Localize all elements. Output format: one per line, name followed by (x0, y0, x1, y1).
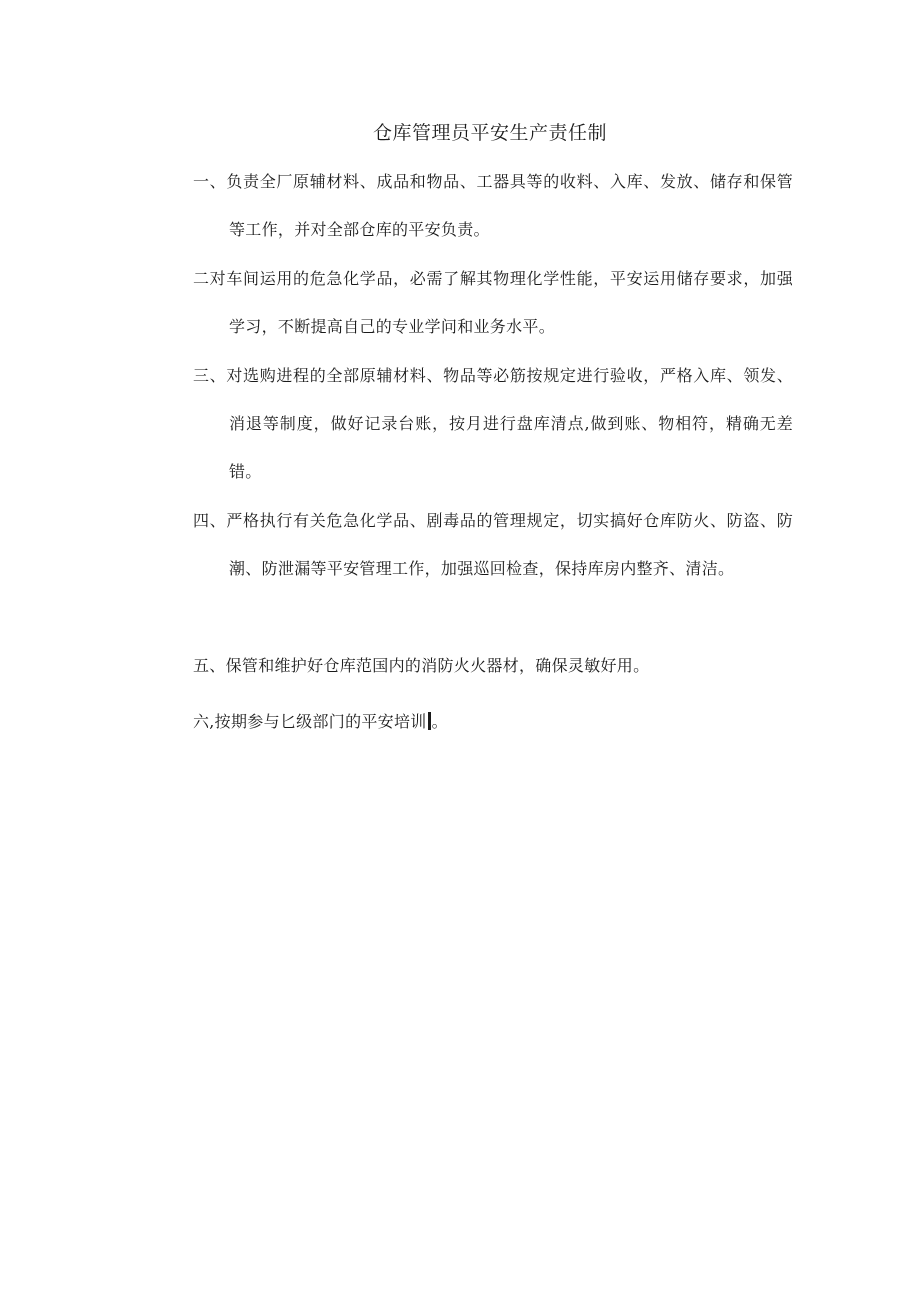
responsibility-item-5: 五、保管和维护好仓库范国内的消防火火器材，确保灵敏好用。 (193, 656, 650, 675)
responsibility-item-4: 四、严格执行有关危急化学品、剧毒品的管理规定，切实搞好仓库防火、防盗、防潮、防泄漏等平安管理工作，加强巡回检查，保持库房内整齐、清洁。 (193, 511, 793, 578)
responsibility-item-6-text: 六,按期参与匕级部门的平安培训 (193, 712, 427, 731)
responsibility-item-6 (193, 706, 793, 738)
responsibility-item-1: 一、负责全厂原辅材料、成品和物品、工器具等的收料、入库、发放、储存和保管等工作，并对全部仓库的平安负责。 (193, 172, 793, 239)
responsibility-item-2: 二对车间运用的危急化学品，必需了解其物理化学性能，平安运用储存要求，加强学习，不断提高自己的专业学问和业务水平。 (193, 269, 793, 336)
document-title: 仓库管理员平安生产责任制 (372, 122, 607, 144)
vertical-bar-mark (428, 712, 431, 730)
responsibility-item-3: 三、对选购进程的全部原辅材料、物品等必筋按规定进行验收，严格入库、领发、消退等制度，做好记录台账，按月进行盘库清点,做到账、物相符，精确无差错。 (193, 366, 793, 481)
responsibility-item-6-suffix: 。 (431, 712, 448, 731)
